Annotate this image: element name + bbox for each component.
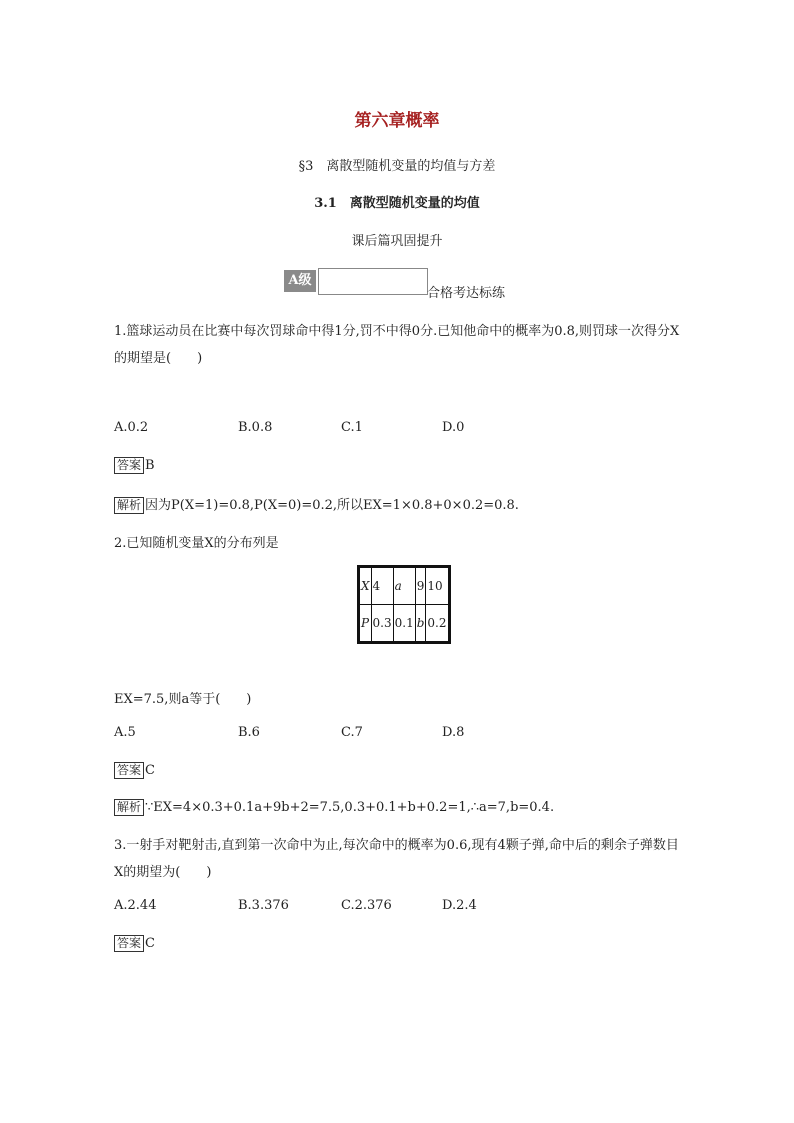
q1-option-d: D.0 xyxy=(442,420,465,435)
level-badge: A级 xyxy=(284,270,316,292)
table-cell: 0.2 xyxy=(426,605,449,643)
q2-answer xyxy=(114,762,155,779)
q3-option-b: B.3.376 xyxy=(238,898,289,913)
q1-answer xyxy=(114,457,155,474)
q2-option-d: D.8 xyxy=(442,725,465,740)
table-row xyxy=(359,605,450,643)
distribution-table xyxy=(357,565,451,644)
q3-option-c: C.2.376 xyxy=(341,898,392,913)
section-title: §3 离散型随机变量的均值与方差 xyxy=(298,159,496,174)
answer-tag: 答案 xyxy=(114,935,144,952)
answer-tag: 答案 xyxy=(114,762,144,779)
table-cell: b xyxy=(415,605,426,643)
subsection-title: 3.1 离散型随机变量的均值 xyxy=(314,196,480,211)
level-text: 合格考达标练 xyxy=(427,286,506,301)
table-cell: 10 xyxy=(426,567,449,605)
q2-option-b: B.6 xyxy=(238,725,260,740)
q1-option-b: B.0.8 xyxy=(238,420,273,435)
q3-answer-value: C xyxy=(145,936,155,951)
table-cell: 0.3 xyxy=(371,605,393,643)
level-box xyxy=(318,268,428,295)
question-3-text: 3.一射手对靶射击,直到第一次命中为止,每次命中的概率为0.6,现有4颗子弹,命中后的剩余子弹数目X的期望为( ) xyxy=(114,838,679,880)
analysis-tag: 解析 xyxy=(114,799,144,816)
q2-analysis xyxy=(114,799,554,816)
q2-option-a: A.5 xyxy=(114,725,136,740)
q3-option-a: A.2.44 xyxy=(114,898,157,913)
q1-option-c: C.1 xyxy=(341,420,363,435)
q1-option-a: A.0.2 xyxy=(114,420,149,435)
analysis-tag: 解析 xyxy=(114,497,144,514)
q2-condition: EX=7.5,则a等于( ) xyxy=(114,692,252,707)
q1-analysis-text: 因为P(X=1)=0.8,P(X=0)=0.2,所以EX=1×0.8+0×0.2=0.8. xyxy=(145,498,519,513)
question-2-text: 2.已知随机变量X的分布列是 xyxy=(114,536,279,551)
chapter-title: 第六章概率 xyxy=(354,111,440,131)
q1-answer-value: B xyxy=(145,458,155,473)
table-cell: 9 xyxy=(415,567,426,605)
q2-analysis-text: ∵EX=4×0.3+0.1a+9b+2=7.5,0.3+0.1+b+0.2=1,∴a=7,b=0.4. xyxy=(145,800,555,815)
q2-option-c: C.7 xyxy=(341,725,363,740)
q3-answer xyxy=(114,935,155,952)
table-cell: a xyxy=(393,567,415,605)
q2-answer-value: C xyxy=(145,763,155,778)
exercise-title: 课后篇巩固提升 xyxy=(351,234,443,249)
q1-analysis xyxy=(114,494,519,514)
q3-option-d: D.2.4 xyxy=(442,898,477,913)
table-cell: X xyxy=(359,567,372,605)
table-cell: 0.1 xyxy=(393,605,415,643)
question-1-text: 1.篮球运动员在比赛中每次罚球命中得1分,罚不中得0分.已知他命中的概率为0.8,则罚球一次得分X的期望是( ) xyxy=(114,324,680,366)
table-row xyxy=(359,567,450,605)
answer-tag: 答案 xyxy=(114,457,144,474)
table-cell: P xyxy=(359,605,372,643)
table-cell: 4 xyxy=(371,567,393,605)
